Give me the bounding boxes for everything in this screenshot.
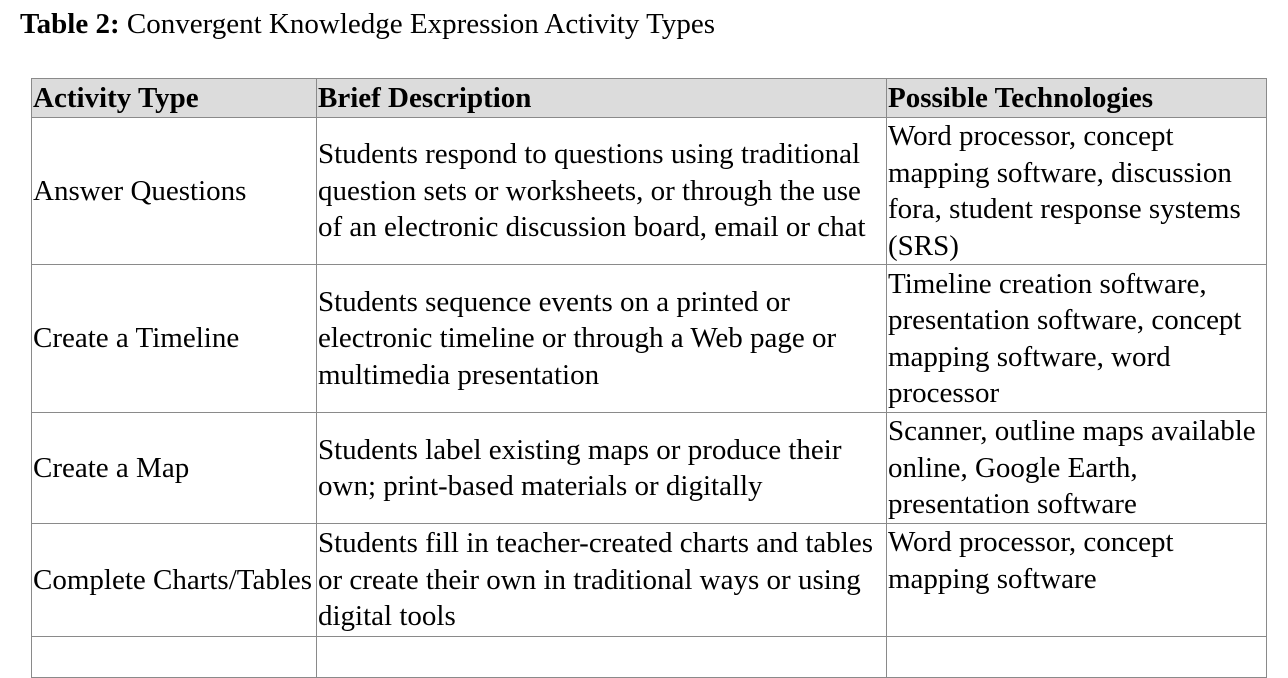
description-text: Students label existing maps or produce their own; print-based materials or digitally [318, 433, 842, 502]
empty-cell [887, 637, 1267, 678]
table-row [32, 265, 1267, 413]
activity-type-cell [32, 524, 317, 637]
column-header-brief-description: Brief Description [317, 79, 887, 118]
technologies-text: Scanner, outline maps available online, Google Earth, presentation software [888, 415, 1256, 521]
technologies-cell [887, 265, 1267, 413]
table-caption [20, 6, 715, 42]
technologies-cell [887, 413, 1267, 524]
column-header-possible-technologies: Possible Technologies [887, 79, 1267, 118]
activity-types-table [31, 78, 1267, 678]
technologies-text: Timeline creation software, presentation software, concept mapping software, word processor [888, 267, 1242, 409]
description-text: Students respond to questions using traditional question sets or worksheets, or through the use of an electronic discussion board, email or chat [318, 138, 866, 244]
activity-type-text: Create a Timeline [33, 322, 240, 355]
description-cell [317, 265, 887, 413]
technologies-cell [887, 524, 1267, 637]
description-cell [317, 118, 887, 265]
activity-type-text: Create a Map [33, 451, 190, 484]
table-row [32, 118, 1267, 265]
technologies-cell [887, 118, 1267, 265]
description-text: Students fill in teacher-created charts and tables or create their own in traditional ways or using digital tools [318, 527, 874, 633]
activity-type-text: Complete Charts/Tables [33, 563, 313, 596]
table-row [32, 524, 1267, 637]
activity-type-text: Answer Questions [33, 174, 247, 207]
table-caption-title: Convergent Knowledge Expression Activity Types [126, 8, 716, 40]
empty-cell [32, 637, 317, 678]
table-caption-label: Table 2: [20, 8, 120, 40]
description-cell [317, 413, 887, 524]
empty-cell [317, 637, 887, 678]
table-row [32, 413, 1267, 524]
activity-type-cell [32, 265, 317, 413]
column-header-activity-type: Activity Type [32, 79, 317, 118]
table-header-row [32, 79, 1267, 118]
technologies-text: Word processor, concept mapping software, discussion fora, student response systems (SRS) [888, 120, 1241, 262]
description-cell [317, 524, 887, 637]
activity-type-cell [32, 118, 317, 265]
table-row-cut-off [32, 637, 1267, 678]
description-text: Students sequence events on a printed or electronic timeline or through a Web page or multimedia presentation [318, 285, 837, 391]
technologies-text: Word processor, concept mapping software [888, 526, 1174, 595]
activity-type-cell [32, 413, 317, 524]
